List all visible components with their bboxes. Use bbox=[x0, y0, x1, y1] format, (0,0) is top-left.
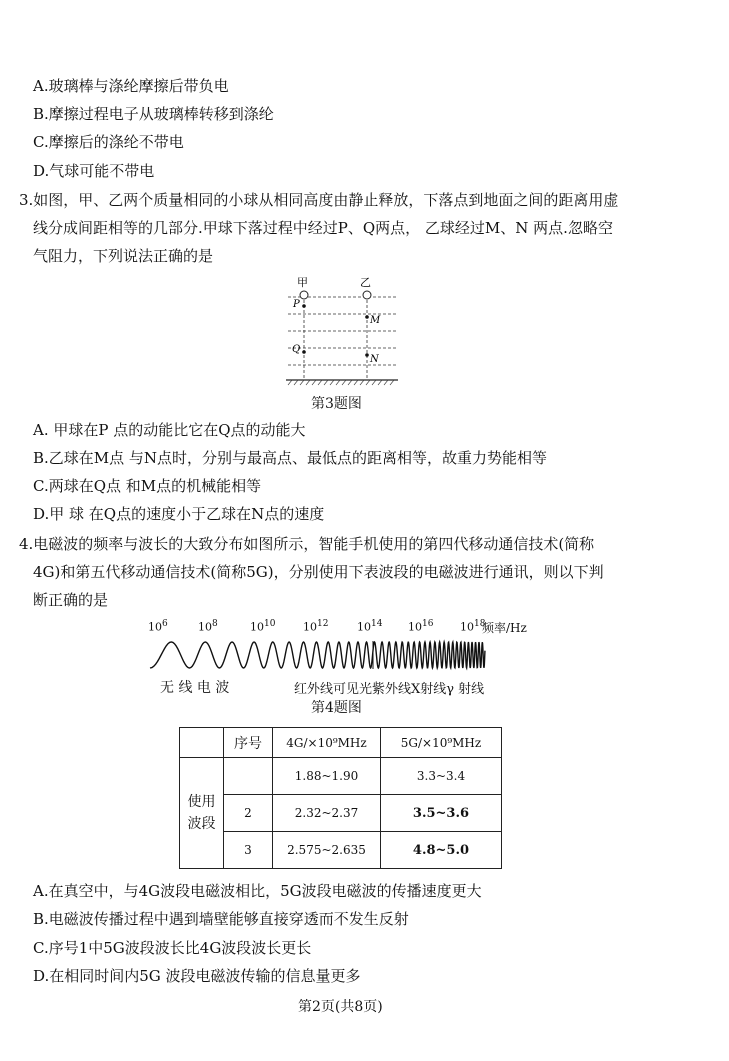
q3-option-b: B.乙球在M点 与N点时，分别与最高点、最低点的距离相等，故重力势能相等 bbox=[33, 449, 548, 467]
q4-option-c: C.序号1中5G波段波长比4G波段波长更长 bbox=[33, 939, 312, 957]
label-p: P bbox=[293, 299, 300, 310]
q2-option-b: B.摩擦过程电子从玻璃棒转移到涤纶 bbox=[33, 105, 274, 123]
spectrum-axis-label: 频率/Hz bbox=[482, 621, 527, 635]
point-n bbox=[365, 353, 369, 357]
q3-option-c: C.两球在Q点 和M点的机械能相等 bbox=[33, 477, 262, 495]
label-jia: 甲 bbox=[297, 276, 308, 289]
q2-option-d: D.气球可能不带电 bbox=[33, 162, 155, 180]
row-1-4g: 1.88~1.90 bbox=[273, 758, 381, 795]
q3-stem-line1: 3.如图，甲、乙两个质量相同的小球从相同高度由静止释放，下落点到地面之间的距离用虚 bbox=[19, 191, 619, 209]
q4-option-b: B.电磁波传播过程中遇到墙壁能够直接穿透而不发生反射 bbox=[33, 910, 409, 928]
point-p bbox=[302, 304, 306, 308]
table-row bbox=[180, 832, 502, 869]
label-q: Q bbox=[292, 344, 301, 355]
row-1-5g: 3.3~3.4 bbox=[381, 758, 502, 795]
point-m bbox=[365, 315, 369, 319]
page-number: 第2页(共8页) bbox=[298, 999, 383, 1015]
table-row-group: 使用波段 bbox=[180, 758, 224, 869]
row-3-5g: 4.8~5.0 bbox=[381, 832, 502, 869]
q4-figure-caption: 第4题图 bbox=[311, 700, 362, 716]
q4-option-a: A.在真空中，与4G波段电磁波相比，5G波段电磁波的传播速度更大 bbox=[33, 882, 482, 900]
spectrum-tick-2: $10^8$ bbox=[198, 619, 218, 634]
row-2-index: 2 bbox=[224, 795, 273, 832]
spectrum-tick-6: $10^{16}$ bbox=[408, 619, 434, 634]
q4-stem-line3: 断正确的是 bbox=[33, 591, 109, 609]
row-3-4g: 2.575~2.635 bbox=[273, 832, 381, 869]
spectrum-tick-3: $10^{10}$ bbox=[250, 619, 276, 634]
q4-stem-line1: 4.电磁波的频率与波长的大致分布如图所示，智能手机使用的第四代移动通信技术(简称 bbox=[19, 535, 595, 553]
q3-figure-caption: 第3题图 bbox=[311, 396, 362, 412]
spectrum-figure bbox=[140, 615, 540, 697]
q3-stem-line2: 线分成间距相等的几部分.甲球下落过程中经过P、Q两点， 乙球经过M、N 两点.忽略空 bbox=[33, 219, 613, 237]
q2-option-a: A.玻璃棒与涤纶摩擦后带负电 bbox=[33, 77, 229, 95]
table-corner-cell bbox=[180, 728, 224, 758]
q3-option-a: A. 甲球在P 点的动能比它在Q点的动能大 bbox=[33, 421, 306, 439]
spectrum-tick-4: $10^{12}$ bbox=[303, 619, 329, 634]
q3-option-d: D.甲 球 在Q点的速度小于乙球在N点的速度 bbox=[33, 505, 325, 523]
row-3-index: 3 bbox=[224, 832, 273, 869]
radio-wave-label: 无 线 电 波 bbox=[160, 680, 230, 696]
point-q bbox=[302, 350, 306, 354]
label-m: M bbox=[370, 315, 381, 326]
row-2-5g: 3.5~3.6 bbox=[381, 795, 502, 832]
table-row bbox=[180, 758, 502, 795]
row-2-4g: 2.32~2.37 bbox=[273, 795, 381, 832]
label-n: N bbox=[370, 354, 379, 365]
ball-yi bbox=[363, 291, 371, 299]
table-header-index: 序号 bbox=[224, 728, 273, 758]
label-yi: 乙 bbox=[360, 276, 371, 289]
row-1-index bbox=[224, 758, 273, 795]
ground bbox=[286, 380, 398, 385]
q3-stem-line3: 气阻力，下列说法正确的是 bbox=[33, 247, 214, 265]
q4-option-d: D.在相同时间内5G 波段电磁波传输的信息量更多 bbox=[33, 967, 361, 985]
spectrum-tick-7: $10^{18}$ bbox=[460, 619, 486, 634]
spectrum-tick-1: $10^6$ bbox=[148, 619, 168, 634]
q2-option-c: C.摩擦后的涤纶不带电 bbox=[33, 133, 184, 151]
frequency-band-table bbox=[179, 727, 502, 869]
table-header-4g: 4G/×10⁹MHz bbox=[273, 728, 381, 758]
wave-curve bbox=[140, 635, 540, 675]
table-header-5g: 5G/×10⁹MHz bbox=[381, 728, 502, 758]
q3-figure bbox=[278, 272, 408, 392]
table-row bbox=[180, 795, 502, 832]
ball-jia bbox=[300, 291, 308, 299]
light-bands-label: 红外线可见光紫外线X射线γ 射线 bbox=[294, 682, 485, 697]
spectrum-tick-5: $10^{14}$ bbox=[357, 619, 383, 634]
q4-stem-line2: 4G)和第五代移动通信技术(简称5G)，分别使用下表波段的电磁波进行通讯，则以下判 bbox=[33, 563, 604, 581]
